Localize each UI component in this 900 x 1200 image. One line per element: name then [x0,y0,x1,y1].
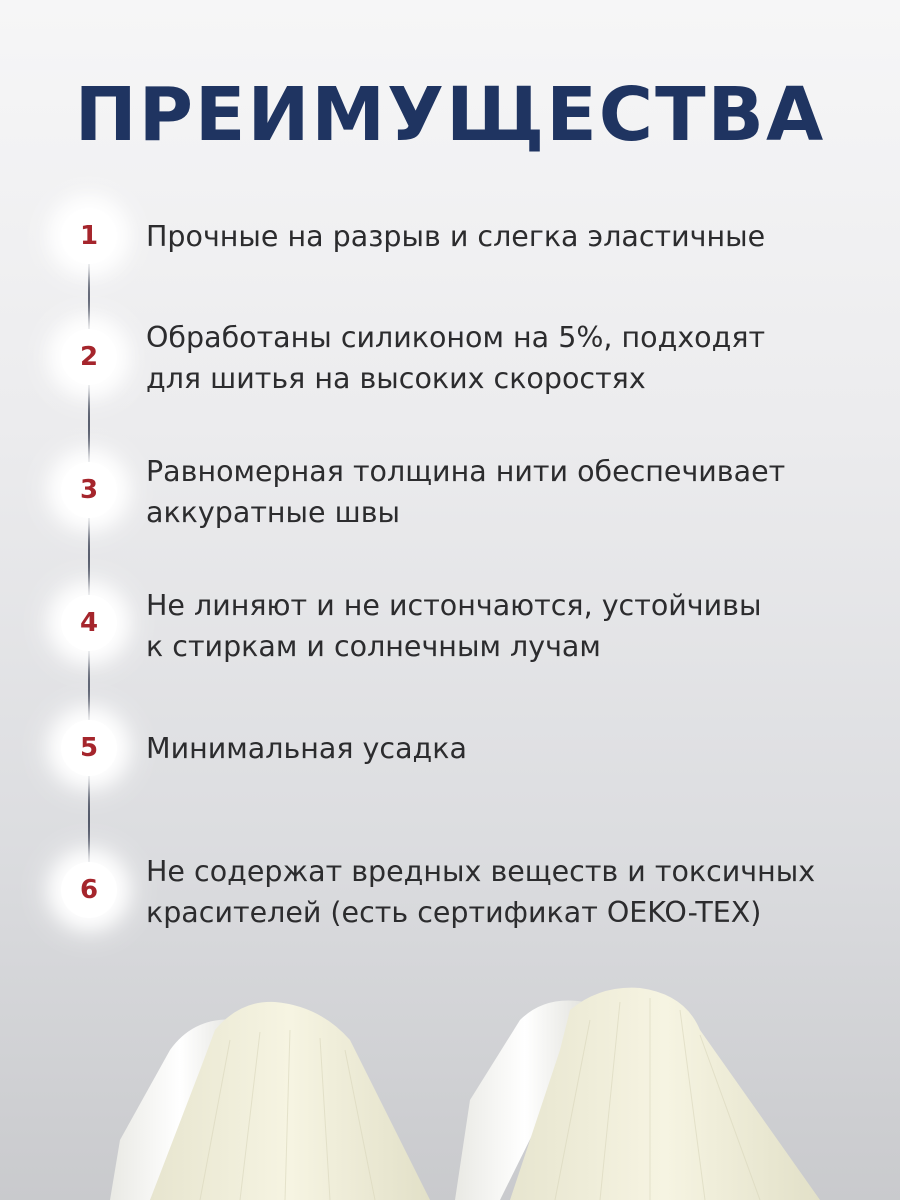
thread-spools-image [0,980,900,1200]
advantage-text-4: Не линяют и не истончаются, устойчивы к стиркам и солнечным лучам [146,589,762,663]
advantage-text-6: Не содержат вредных веществ и токсичных красителей (есть сертификат OEKO-TEX) [146,855,816,929]
advantage-text-1: Прочные на разрыв и слегка эластичные [146,220,766,253]
page-title: ПРЕИМУЩЕСТВА [74,72,826,158]
number-badge-2: 2 [61,329,117,385]
number-badge-5: 5 [61,720,117,776]
number-badge-6: 6 [61,862,117,918]
number-badge-4: 4 [61,595,117,651]
advantage-text-3: Равномерная толщина нити обеспечивает аккуратные швы [146,455,786,529]
right-spool [455,988,820,1200]
left-spool [110,1002,430,1200]
advantage-text-5: Минимальная усадка [146,732,467,765]
advantage-text-2: Обработаны силиконом на 5%, подходят для шитья на высоких скоростях [146,321,766,395]
number-badge-1: 1 [61,208,117,264]
number-badge-3: 3 [61,462,117,518]
